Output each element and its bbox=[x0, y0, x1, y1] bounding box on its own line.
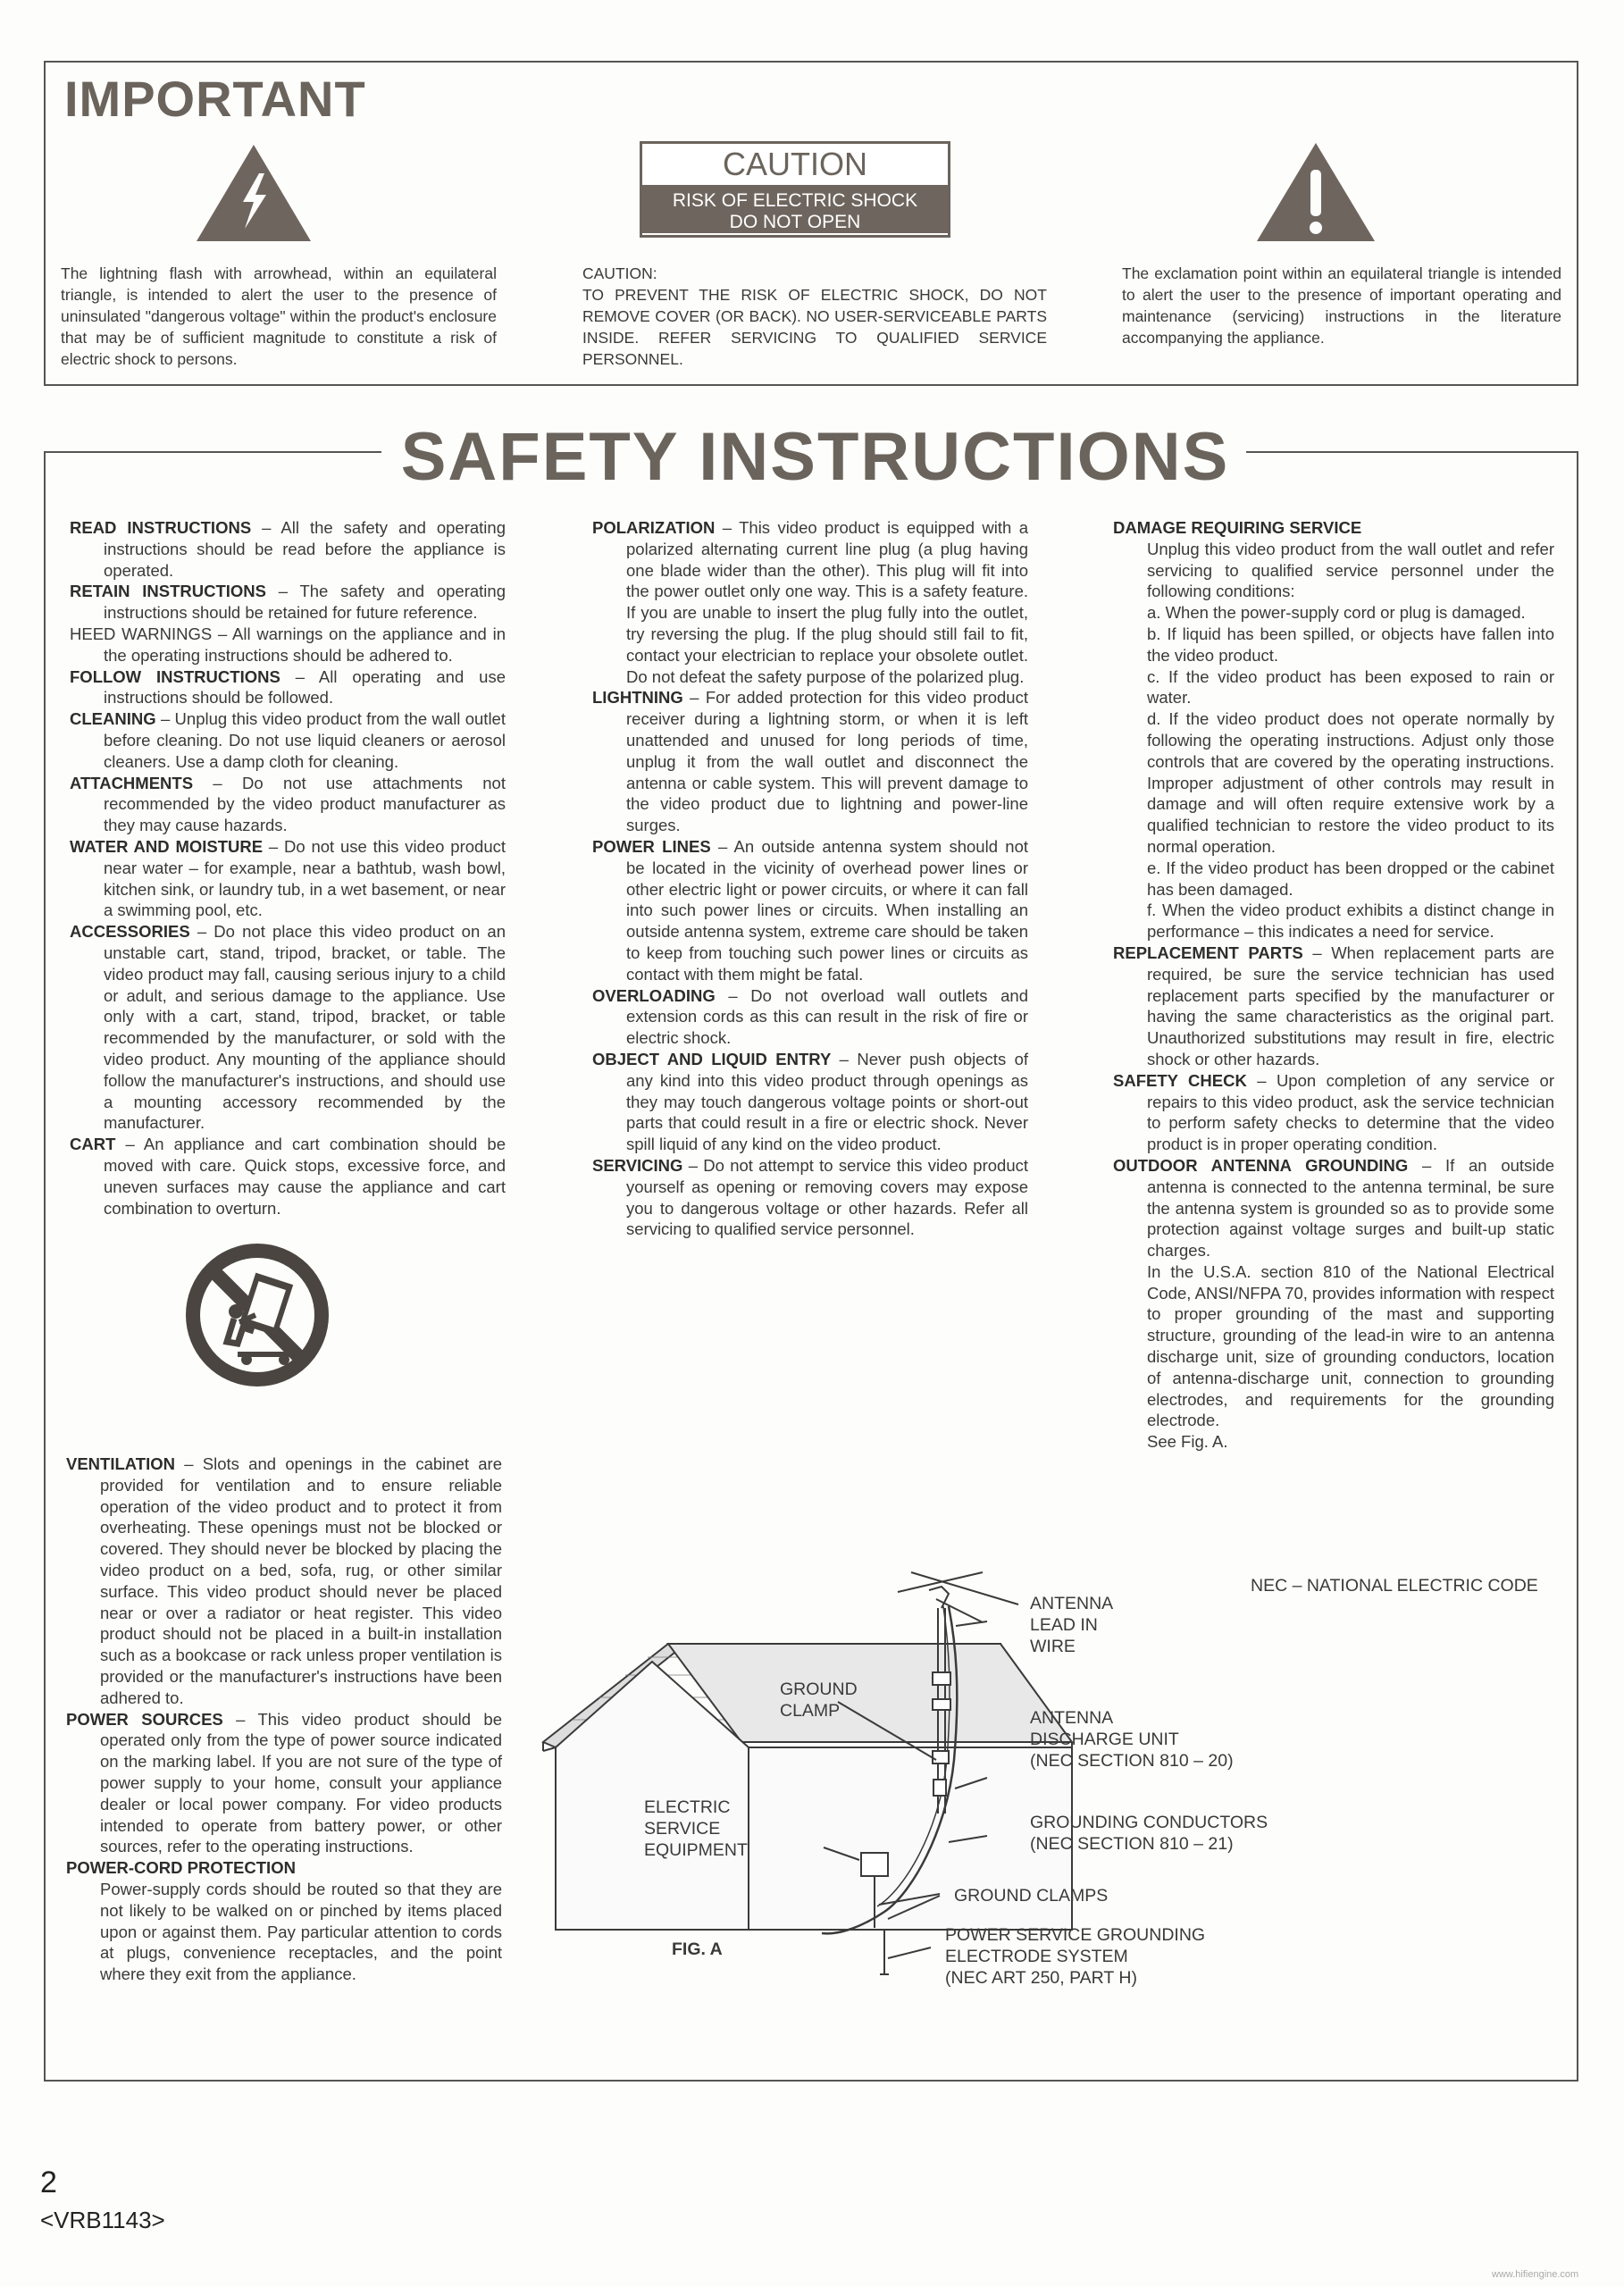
instruction-paragraph bbox=[70, 708, 506, 772]
instructions-column-1 bbox=[70, 517, 506, 1219]
discharge-line2: DISCHARGE UNIT bbox=[1030, 1730, 1179, 1749]
instruction-text: – When replacement parts are required, be sure the service technician has used replacement parts specified by the manufacturer or having the same characteristics as the original part. Unauthorized substitutions may result in fire, electric shock or other hazards. bbox=[1147, 942, 1554, 1068]
instruction-paragraph bbox=[1113, 858, 1554, 901]
antenna-lead-line3: WIRE bbox=[1030, 1637, 1076, 1656]
instruction-paragraph bbox=[66, 1879, 502, 1985]
discharge-line3: (NEC SECTION 810 – 20) bbox=[1030, 1751, 1234, 1771]
instruction-paragraph bbox=[1113, 602, 1554, 624]
instruction-paragraph bbox=[66, 1857, 502, 1879]
exclamation-explanation: The exclamation point within an equilateral triangle is intended to alert the user to the presence of important operating and maintenance (servicing) instructions in the literature accompanying the appliance. bbox=[1122, 264, 1561, 347]
exclamation-warning-icon bbox=[1255, 141, 1377, 243]
instruction-text: – Slots and openings in the cabinet are provided for ventilation and to ensure reliable operation of the video product and to protect it from overheating. These openings must not be blocked or covered. They should never be blocked by placing the video product on a bed, sofa, rug, or other similar surface. This video product should never be placed near or over a radiator or heat register. This video product should not be placed in a built-in installation such as a bookcase or rack unless proper ventilation is provided or the manufacturer's instructions have been adhered to. bbox=[100, 1454, 502, 1707]
electrode-line3: (NEC ART 250, PART H) bbox=[945, 1968, 1137, 1988]
instruction-text: – Unplug this video product from the wall outlet before cleaning. Do not use liquid cleaners or aerosol cleaners. Use a damp cloth for cleaning. bbox=[104, 709, 506, 771]
instruction-heading: OVERLOADING bbox=[592, 985, 716, 1005]
instructions-column-3 bbox=[1113, 517, 1554, 1453]
instruction-paragraph bbox=[70, 773, 506, 836]
instruction-heading: OBJECT AND LIQUID ENTRY bbox=[592, 1049, 832, 1068]
instruction-paragraph bbox=[1113, 517, 1554, 539]
instruction-text: – Do not attempt to service this video product yourself as opening or removing covers may expose you to dangerous voltage or other hazards. Refer all servicing to qualified service personnel. bbox=[626, 1155, 1028, 1239]
instruction-paragraph bbox=[1113, 624, 1554, 666]
instruction-paragraph bbox=[70, 921, 506, 1134]
instruction-heading: OUTDOOR ANTENNA GROUNDING bbox=[1113, 1155, 1409, 1175]
instruction-heading: CART bbox=[70, 1135, 116, 1154]
instruction-paragraph bbox=[66, 1453, 502, 1709]
instruction-text: – Never push objects of any kind into this video product through openings as they may touch dangerous voltage points or short-out parts that could result in a fire or electric shock. Never spill liquid of any kind on the video product. bbox=[626, 1049, 1029, 1154]
instruction-paragraph bbox=[592, 985, 1028, 1049]
instruction-text: – Upon completion of any service or repairs to this video product, ask the service technician to perform safety checks to determine that the video product is in proper operating condition. bbox=[1147, 1070, 1554, 1154]
instructions-column-2 bbox=[592, 517, 1028, 1240]
instruction-text: – For added protection for this video product receiver during a lightning storm, or when it is left unattended and unused for long periods of time, unplug it from the wall outlet and disconnect the antenna or cable system. This will prevent damage to the video product due to lightning and power-line surges. bbox=[626, 688, 1028, 835]
instruction-paragraph bbox=[1113, 1070, 1554, 1155]
instruction-text: – Do not use this video product near water – for example, near a bathtub, wash bowl, kitchen sink, or laundry tub, in a wet basement, or near a swimming pool, etc. bbox=[104, 836, 506, 920]
service-equipment-label bbox=[644, 1797, 748, 1861]
title-rule-right bbox=[1246, 451, 1578, 453]
conductors-line2: (NEC SECTION 810 – 21) bbox=[1030, 1834, 1234, 1854]
electrode-line2: ELECTRODE SYSTEM bbox=[945, 1947, 1128, 1966]
instruction-paragraph bbox=[592, 1155, 1028, 1240]
instruction-text: – The safety and operating instructions should be retained for future reference. bbox=[104, 582, 506, 623]
instruction-paragraph bbox=[70, 581, 506, 624]
lightning-explanation: The lightning flash with arrowhead, within an equilateral triangle, is intended to alert the user to the presence of uninsulated "dangerous voltage" within the product's enclosure that may be of sufficient magnitude to constitute a risk of electric shock to persons. bbox=[61, 264, 497, 368]
service-line2: SERVICE bbox=[644, 1819, 721, 1839]
instruction-text: – Do not use attachments not recommended by the video product manufacturer as they may cause hazards. bbox=[104, 773, 506, 835]
instruction-paragraph bbox=[66, 1709, 502, 1858]
watermark: www.hifiengine.com bbox=[1492, 2269, 1579, 2280]
page-number: 2 bbox=[40, 2166, 57, 2199]
instruction-text: In the U.S.A. section 810 of the National Electrical Code, ANSI/NFPA 70, provides information with respect to proper grounding of the mast and supporting structure, grounding of the lead-in wire to an antenna discharge unit, size of grounding conductors, location of antenna-discharge unit, connection to grounding electrodes, and requirements for the grounding electrode. bbox=[1147, 1261, 1554, 1430]
caution-label-title: CAUTION bbox=[642, 144, 948, 185]
instruction-text: – Do not overload wall outlets and extension cords as this can result in the risk of fire or electric shock. bbox=[626, 985, 1028, 1048]
instruction-paragraph bbox=[1113, 666, 1554, 709]
cart-tip-over-icon bbox=[184, 1242, 331, 1388]
instruction-heading: WATER AND MOISTURE bbox=[70, 836, 264, 856]
conductors-line1: GROUNDING CONDUCTORS bbox=[1030, 1813, 1268, 1832]
caution-notice bbox=[582, 263, 1047, 370]
instruction-heading: SAFETY CHECK bbox=[1113, 1070, 1247, 1090]
electrode-system-label bbox=[945, 1924, 1205, 1989]
instruction-heading: SERVICING bbox=[592, 1155, 683, 1175]
ground-clamp-line1: GROUND bbox=[780, 1680, 858, 1699]
instruction-heading: POWER LINES bbox=[592, 836, 711, 856]
instruction-heading: POWER SOURCES bbox=[66, 1709, 223, 1729]
instruction-heading: FOLLOW INSTRUCTIONS bbox=[70, 666, 280, 686]
instruction-text: HEED WARNINGS – All warnings on the appliance and in the operating instructions should be adhered to. bbox=[70, 624, 506, 665]
discharge-unit-label bbox=[1030, 1707, 1234, 1772]
instruction-heading: ACCESSORIES bbox=[70, 922, 190, 942]
instruction-paragraph bbox=[1113, 539, 1554, 602]
instruction-heading: POWER-CORD PROTECTION bbox=[66, 1858, 296, 1878]
antenna-lead-label bbox=[1030, 1593, 1113, 1657]
instruction-text: a. When the power-supply cord or plug is damaged. bbox=[1147, 603, 1526, 623]
caution-label-line1: RISK OF ELECTRIC SHOCK bbox=[672, 190, 918, 211]
instruction-text: d. If the video product does not operate normally by following the operating instructions. Adjust only those controls that are covered by the operating instructions. Improper adjustment of other controls may result in damage and will often require extensive work by a qualified technician to restore the video product to its normal operation. bbox=[1147, 709, 1554, 856]
instruction-paragraph bbox=[70, 624, 506, 666]
instruction-heading: LIGHTNING bbox=[592, 688, 683, 708]
instruction-paragraph bbox=[1113, 900, 1554, 942]
instruction-heading: POLARIZATION bbox=[592, 518, 716, 537]
caution-heading: CAUTION: bbox=[582, 264, 657, 282]
caution-body: TO PREVENT THE RISK OF ELECTRIC SHOCK, DO NOT REMOVE COVER (OR BACK). NO USER-SERVICEABLE PARTS INSIDE. REFER SERVICING TO QUALIFIED SERVICE PERSONNEL. bbox=[582, 286, 1047, 368]
ground-clamp-line2: CLAMP bbox=[780, 1701, 841, 1721]
instruction-text: – This video product is equipped with a polarized alternating current line plug (a plug having one blade wider than the other). This plug will fit into the power outlet only one way. This is a safety feature. If you are unable to insert the plug fully into the outlet, try reversing the plug. If the plug should still fail to fit, contact your electrician to replace your obsolete outlet. Do not defeat the safety purpose of the polarized plug. bbox=[626, 518, 1028, 686]
instruction-heading: CLEANING bbox=[70, 709, 156, 729]
nec-legend: NEC – NATIONAL ELECTRIC CODE bbox=[1251, 1576, 1538, 1596]
electrode-line1: POWER SERVICE GROUNDING bbox=[945, 1925, 1206, 1945]
instruction-paragraph bbox=[1113, 708, 1554, 858]
instruction-text: – Do not place this video product on an unstable cart, stand, tripod, bracket, or table. The video product may fall, causing serious injury to a child or adult, and serious damage to the appliance. Use only with a cart, stand, tripod, bracket, or table recommended by the manufacturer, or sold with the video product. Any mounting of the appliance should follow the manufacturer's instructions, and should use a mounting accessory recommended by the manufacturer. bbox=[104, 922, 506, 1133]
discharge-line1: ANTENNA bbox=[1030, 1708, 1114, 1728]
instruction-text: – An outside antenna system should not be located in the vicinity of overhead power lines or other electric light or power circuits, or where it can fall into such power lines or circuits. When installing an outside antenna system, extreme care should be taken to keep from touching such power lines or circuits as contact with them might be fatal. bbox=[626, 836, 1028, 984]
instruction-text: Unplug this video product from the wall outlet and refer servicing to qualified service personnel under the following conditions: bbox=[1147, 539, 1554, 601]
instruction-paragraph bbox=[592, 836, 1028, 985]
antenna-lead-line1: ANTENNA bbox=[1030, 1594, 1114, 1613]
instruction-paragraph bbox=[592, 687, 1028, 836]
instruction-text: Power-supply cords should be routed so that they are not likely to be walked on or pinched by items placed upon or against them. Pay particular attention to cords at plugs, convenience receptacles, and the point where they exit from the appliance. bbox=[100, 1879, 502, 1984]
instruction-heading: RETAIN INSTRUCTIONS bbox=[70, 582, 266, 601]
instruction-paragraph bbox=[70, 666, 506, 709]
figure-caption: FIG. A bbox=[672, 1939, 723, 1959]
instruction-text: b. If liquid has been spilled, or objects have fallen into the video product. bbox=[1147, 624, 1554, 665]
ground-clamp-label bbox=[780, 1679, 858, 1722]
instruction-text: – This video product should be operated only from the type of power source indicated on the marking label. If you are not sure of the type of power supply to your home, consult your appliance dealer or local power company. For video products intended to operate from battery power, or other sources, refer to the operating instructions. bbox=[100, 1709, 502, 1856]
document-code: <VRB1143> bbox=[40, 2207, 165, 2233]
instruction-paragraph bbox=[1113, 1431, 1554, 1453]
instruction-text: – All operating and use instructions should be followed. bbox=[104, 666, 506, 708]
lightning-warning-icon bbox=[195, 143, 313, 243]
instruction-text: – An appliance and cart combination should be moved with care. Quick stops, excessive force, and uneven surfaces may cause the appliance and cart combination to overturn. bbox=[104, 1135, 506, 1218]
instruction-text: See Fig. A. bbox=[1147, 1432, 1228, 1452]
instructions-column-1-lower bbox=[66, 1453, 502, 1985]
service-line3: EQUIPMENT bbox=[644, 1840, 748, 1860]
safety-title: SAFETY INSTRUCTIONS bbox=[400, 419, 1230, 495]
instruction-paragraph bbox=[70, 1134, 506, 1219]
grounding-conductors-label bbox=[1030, 1812, 1268, 1855]
instruction-paragraph bbox=[70, 836, 506, 921]
antenna-lead-line2: LEAD IN bbox=[1030, 1615, 1098, 1635]
caution-label bbox=[640, 141, 950, 238]
instruction-paragraph bbox=[70, 517, 506, 581]
instruction-paragraph bbox=[592, 1049, 1028, 1155]
instruction-text: e. If the video product has been dropped or the cabinet has been damaged. bbox=[1147, 858, 1554, 899]
instruction-heading: VENTILATION bbox=[66, 1454, 175, 1473]
instruction-paragraph bbox=[592, 517, 1028, 687]
instruction-text: c. If the video product has been exposed to rain or water. bbox=[1147, 666, 1554, 708]
instruction-heading: READ INSTRUCTIONS bbox=[70, 518, 252, 537]
instruction-paragraph bbox=[1113, 1155, 1554, 1261]
ground-clamps-label: GROUND CLAMPS bbox=[954, 1886, 1109, 1906]
instruction-text: – All the safety and operating instructions should be read before the appliance is operated. bbox=[104, 518, 506, 580]
important-title: IMPORTANT bbox=[64, 71, 366, 127]
caution-label-line2: DO NOT OPEN bbox=[729, 212, 861, 232]
service-line1: ELECTRIC bbox=[644, 1797, 731, 1817]
instruction-paragraph bbox=[1113, 1261, 1554, 1431]
caution-label-body bbox=[642, 185, 948, 233]
instruction-paragraph bbox=[1113, 942, 1554, 1070]
title-rule-left bbox=[44, 451, 381, 453]
instruction-heading: REPLACEMENT PARTS bbox=[1113, 942, 1303, 962]
instruction-text: f. When the video product exhibits a distinct change in performance – this indicates a need for service. bbox=[1147, 901, 1554, 942]
instruction-heading: DAMAGE REQUIRING SERVICE bbox=[1113, 518, 1362, 537]
instruction-heading: ATTACHMENTS bbox=[70, 773, 194, 792]
instruction-text: – If an outside antenna is connected to the antenna terminal, be sure the antenna system is grounded so as to provide some protection against voltage surges and built-up static charges. bbox=[1147, 1155, 1554, 1261]
